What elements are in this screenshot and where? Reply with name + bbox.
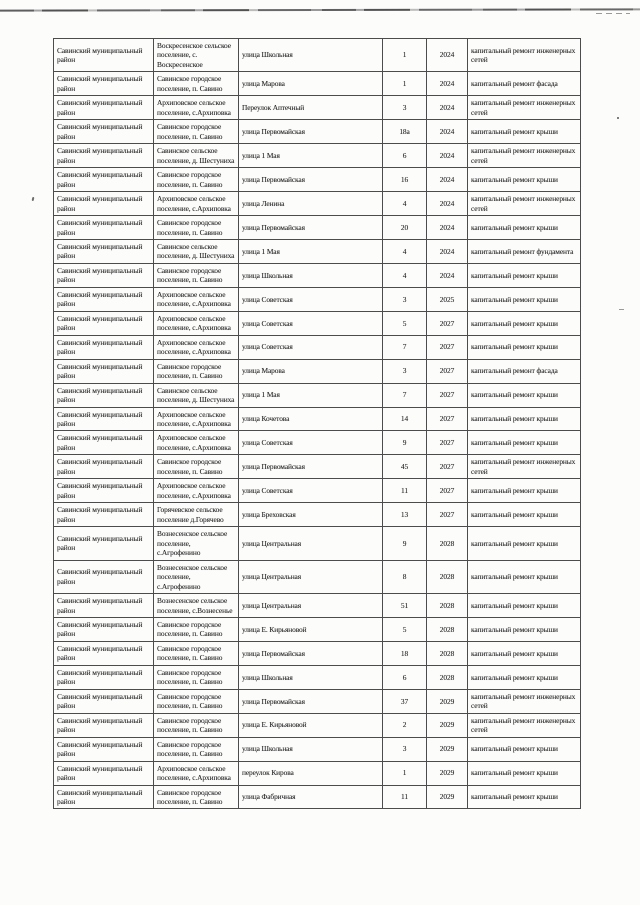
cell-work-type: капитальный ремонт фасада [468,359,581,383]
cell-house-number: 14 [383,407,427,431]
cell-settlement: Савинское городское поселение, п. Савино [154,713,239,737]
cell-house-number: 9 [383,431,427,455]
cell-year: 2027 [427,311,468,335]
cell-settlement: Вознесенское сельское поселение, с.Вознесенье [154,594,239,618]
cell-year: 2027 [427,335,468,359]
cell-district: Савинский муниципальный район [54,216,154,240]
cell-year: 2029 [427,689,468,713]
cell-work-type: капитальный ремонт крыши [468,431,581,455]
table-row [54,359,581,383]
cell-street: улица Школьная [239,737,383,761]
table-row [54,263,581,287]
cell-work-type: капитальный ремонт крыши [468,120,581,144]
table-row [54,216,581,240]
cell-street: улица Е. Кирьяновой [239,617,383,641]
cell-street: улица Центральная [239,594,383,618]
table-row [54,560,581,593]
cell-street: улица Школьная [239,665,383,689]
cell-year: 2028 [427,665,468,689]
cell-year: 2024 [427,239,468,263]
table-row [54,287,581,311]
table-row [54,594,581,618]
cell-work-type: капитальный ремонт крыши [468,383,581,407]
cell-work-type: капитальный ремонт крыши [468,287,581,311]
cell-house-number: 18 [383,641,427,665]
cell-work-type: капитальный ремонт фасада [468,72,581,96]
cell-street: улица Советская [239,335,383,359]
cell-house-number: 1 [383,39,427,72]
cell-house-number: 37 [383,689,427,713]
table-row [54,617,581,641]
cell-year: 2028 [427,560,468,593]
cell-settlement: Савинское городское поселение, п. Савино [154,455,239,479]
cell-work-type: капитальный ремонт инженерных сетей [468,455,581,479]
cell-work-type: капитальный ремонт крыши [468,617,581,641]
cell-street: улица Первомайская [239,216,383,240]
table-row [54,39,581,72]
table-row [54,689,581,713]
cell-settlement: Савинское сельское поселение, д. Шестуниха [154,383,239,407]
cell-district: Савинский муниципальный район [54,383,154,407]
cell-district: Савинский муниципальный район [54,359,154,383]
cell-street: улица Первомайская [239,168,383,192]
cell-house-number: 13 [383,503,427,527]
cell-settlement: Савинское сельское поселение, д. Шестуниха [154,239,239,263]
table-row [54,713,581,737]
cell-settlement: Архиповское сельское поселение, с.Архиповка [154,407,239,431]
cell-district: Савинский муниципальный район [54,665,154,689]
table-row [54,665,581,689]
table-body [54,39,581,809]
cell-street: улица Марова [239,72,383,96]
cell-district: Савинский муниципальный район [54,527,154,560]
cell-year: 2027 [427,359,468,383]
cell-house-number: 3 [383,287,427,311]
cell-house-number: 6 [383,665,427,689]
table-row [54,120,581,144]
cell-house-number: 20 [383,216,427,240]
table-row [54,96,581,120]
cell-work-type: капитальный ремонт крыши [468,479,581,503]
cell-street: переулок Кирова [239,761,383,785]
cell-settlement: Архиповское сельское поселение, с.Архиповка [154,287,239,311]
cell-year: 2024 [427,72,468,96]
cell-district: Савинский муниципальный район [54,617,154,641]
cell-district: Савинский муниципальный район [54,785,154,809]
cell-district: Савинский муниципальный район [54,761,154,785]
cell-year: 2024 [427,216,468,240]
cell-street: улица Первомайская [239,689,383,713]
cell-house-number: 1 [383,761,427,785]
cell-year: 2024 [427,192,468,216]
cell-street: улица Школьная [239,263,383,287]
cell-house-number: 7 [383,383,427,407]
cell-street: улица Кочетова [239,407,383,431]
cell-year: 2025 [427,287,468,311]
cell-year: 2029 [427,737,468,761]
table-row [54,335,581,359]
cell-district: Савинский муниципальный район [54,455,154,479]
cell-work-type: капитальный ремонт инженерных сетей [468,96,581,120]
cell-settlement: Савинское городское поселение, п. Савино [154,737,239,761]
cell-district: Савинский муниципальный район [54,144,154,168]
cell-house-number: 4 [383,239,427,263]
cell-settlement: Архиповское сельское поселение, с.Архиповка [154,431,239,455]
table-row [54,455,581,479]
cell-house-number: 7 [383,335,427,359]
cell-house-number: 45 [383,455,427,479]
cell-year: 2027 [427,503,468,527]
cell-street: улица Советская [239,479,383,503]
cell-work-type: капитальный ремонт крыши [468,665,581,689]
cell-district: Савинский муниципальный район [54,641,154,665]
cell-work-type: капитальный ремонт крыши [468,560,581,593]
cell-district: Савинский муниципальный район [54,479,154,503]
cell-year: 2029 [427,785,468,809]
cell-settlement: Вознесенское сельское поселение, с.Агрофенино [154,560,239,593]
cell-district: Савинский муниципальный район [54,431,154,455]
cell-settlement: Архиповское сельское поселение, с.Архиповка [154,335,239,359]
cell-district: Савинский муниципальный район [54,689,154,713]
cell-street: улица Марова [239,359,383,383]
cell-street: улица Центральная [239,527,383,560]
cell-work-type: капитальный ремонт крыши [468,263,581,287]
cell-house-number: 16 [383,168,427,192]
cell-settlement: Савинское городское поселение, п. Савино [154,785,239,809]
table-row [54,168,581,192]
cell-work-type: капитальный ремонт крыши [468,641,581,665]
cell-district: Савинский муниципальный район [54,713,154,737]
cell-house-number: 2 [383,713,427,737]
cell-work-type: капитальный ремонт крыши [468,216,581,240]
cell-district: Савинский муниципальный район [54,737,154,761]
table-row [54,311,581,335]
cell-district: Савинский муниципальный район [54,168,154,192]
cell-work-type: капитальный ремонт фундамента [468,239,581,263]
cell-street: улица Первомайская [239,120,383,144]
cell-house-number: 4 [383,263,427,287]
cell-street: улица Советская [239,431,383,455]
table-row [54,407,581,431]
cell-house-number: 1 [383,72,427,96]
cell-district: Савинский муниципальный район [54,560,154,593]
cell-settlement: Савинское городское поселение, п. Савино [154,641,239,665]
cell-work-type: капитальный ремонт инженерных сетей [468,713,581,737]
scan-edge-tail-artifact [596,13,630,14]
cell-work-type: капитальный ремонт инженерных сетей [468,689,581,713]
cell-work-type: капитальный ремонт крыши [468,527,581,560]
cell-year: 2027 [427,383,468,407]
cell-house-number: 4 [383,192,427,216]
cell-street: улица Школьная [239,39,383,72]
cell-house-number: 5 [383,311,427,335]
cell-street: улица 1 Мая [239,144,383,168]
cell-street: улица 1 Мая [239,383,383,407]
cell-year: 2029 [427,761,468,785]
table-row [54,239,581,263]
cell-year: 2028 [427,527,468,560]
cell-settlement: Савинское городское поселение, п. Савино [154,120,239,144]
cell-settlement: Савинское городское поселение, п. Савино [154,689,239,713]
cell-district: Савинский муниципальный район [54,594,154,618]
cell-work-type: капитальный ремонт крыши [468,594,581,618]
cell-district: Савинский муниципальный район [54,287,154,311]
cell-settlement: Савинское городское поселение, п. Савино [154,617,239,641]
cell-house-number: 3 [383,737,427,761]
cell-house-number: 11 [383,785,427,809]
cell-settlement: Савинское городское поселение, п. Савино [154,263,239,287]
cell-year: 2024 [427,96,468,120]
scan-speck [32,197,35,201]
cell-district: Савинский муниципальный район [54,96,154,120]
cell-house-number: 5 [383,617,427,641]
cell-district: Савинский муниципальный район [54,192,154,216]
table-row [54,431,581,455]
cell-house-number: 3 [383,96,427,120]
cell-house-number: 11 [383,479,427,503]
cell-year: 2027 [427,407,468,431]
cell-settlement: Савинское городское поселение, п. Савино [154,665,239,689]
cell-street: улица Первомайская [239,455,383,479]
cell-street: улица Бреховская [239,503,383,527]
cell-house-number: 9 [383,527,427,560]
cell-work-type: капитальный ремонт крыши [468,407,581,431]
cell-street: улица 1 Мая [239,239,383,263]
cell-settlement: Воскресенское сельское поселение, с. Воскресенское [154,39,239,72]
cell-settlement: Савинское городское поселение, п. Савино [154,216,239,240]
cell-work-type: капитальный ремонт инженерных сетей [468,192,581,216]
table-row [54,503,581,527]
cell-settlement: Архиповское сельское поселение, с.Архиповка [154,479,239,503]
cell-year: 2024 [427,144,468,168]
table-row [54,383,581,407]
cell-district: Савинский муниципальный район [54,407,154,431]
cell-street: улица Ленина [239,192,383,216]
cell-street: улица Первомайская [239,641,383,665]
scan-edge-artifact [0,8,640,11]
cell-work-type: капитальный ремонт крыши [468,737,581,761]
cell-street: улица Центральная [239,560,383,593]
cell-year: 2024 [427,39,468,72]
cell-district: Савинский муниципальный район [54,503,154,527]
cell-year: 2024 [427,120,468,144]
cell-house-number: 6 [383,144,427,168]
table-row [54,761,581,785]
cell-year: 2028 [427,617,468,641]
cell-house-number: 8 [383,560,427,593]
cell-work-type: капитальный ремонт крыши [468,311,581,335]
cell-district: Савинский муниципальный район [54,120,154,144]
cell-settlement: Архиповское сельское поселение, с.Архиповка [154,96,239,120]
table-row [54,785,581,809]
cell-work-type: капитальный ремонт крыши [468,785,581,809]
cell-year: 2027 [427,479,468,503]
cell-settlement: Савинское сельское поселение, д. Шестуниха [154,144,239,168]
cell-year: 2027 [427,455,468,479]
cell-settlement: Архиповское сельское поселение, с.Архиповка [154,311,239,335]
cell-district: Савинский муниципальный район [54,239,154,263]
table-row [54,144,581,168]
cell-house-number: 51 [383,594,427,618]
cell-work-type: капитальный ремонт крыши [468,335,581,359]
cell-year: 2028 [427,641,468,665]
cell-year: 2029 [427,713,468,737]
table-row [54,192,581,216]
cell-year: 2024 [427,168,468,192]
cell-house-number: 3 [383,359,427,383]
cell-work-type: капитальный ремонт крыши [468,168,581,192]
cell-work-type: капитальный ремонт инженерных сетей [468,39,581,72]
table-row [54,479,581,503]
cell-street: улица Советская [239,287,383,311]
scan-speck [619,309,624,310]
cell-settlement: Савинское городское поселение, п. Савино [154,168,239,192]
cell-house-number: 18а [383,120,427,144]
cell-district: Савинский муниципальный район [54,39,154,72]
cell-street: Переулок Аптечный [239,96,383,120]
table-row [54,72,581,96]
cell-street: улица Советская [239,311,383,335]
cell-settlement: Савинское городское поселение, п. Савино [154,72,239,96]
cell-settlement: Савинское городское поселение, п. Савино [154,359,239,383]
scan-speck [617,117,619,119]
cell-settlement: Архиповское сельское поселение, с.Архиповка [154,192,239,216]
cell-district: Савинский муниципальный район [54,335,154,359]
cell-settlement: Архиповское сельское поселение, с.Архиповка [154,761,239,785]
cell-district: Савинский муниципальный район [54,311,154,335]
table-row [54,641,581,665]
cell-year: 2028 [427,594,468,618]
cell-settlement: Горячевское сельское поселение д.Горячево [154,503,239,527]
cell-settlement: Вознесенское сельское поселение, с.Агрофенино [154,527,239,560]
table-row [54,527,581,560]
cell-year: 2027 [427,431,468,455]
cell-street: улица Фабричная [239,785,383,809]
cell-work-type: капитальный ремонт крыши [468,761,581,785]
cell-street: улица Е. Кирьяновой [239,713,383,737]
cell-year: 2024 [427,263,468,287]
table-row [54,737,581,761]
repair-schedule-table [53,38,581,809]
cell-district: Савинский муниципальный район [54,72,154,96]
cell-district: Савинский муниципальный район [54,263,154,287]
cell-work-type: капитальный ремонт инженерных сетей [468,144,581,168]
cell-work-type: капитальный ремонт крыши [468,503,581,527]
